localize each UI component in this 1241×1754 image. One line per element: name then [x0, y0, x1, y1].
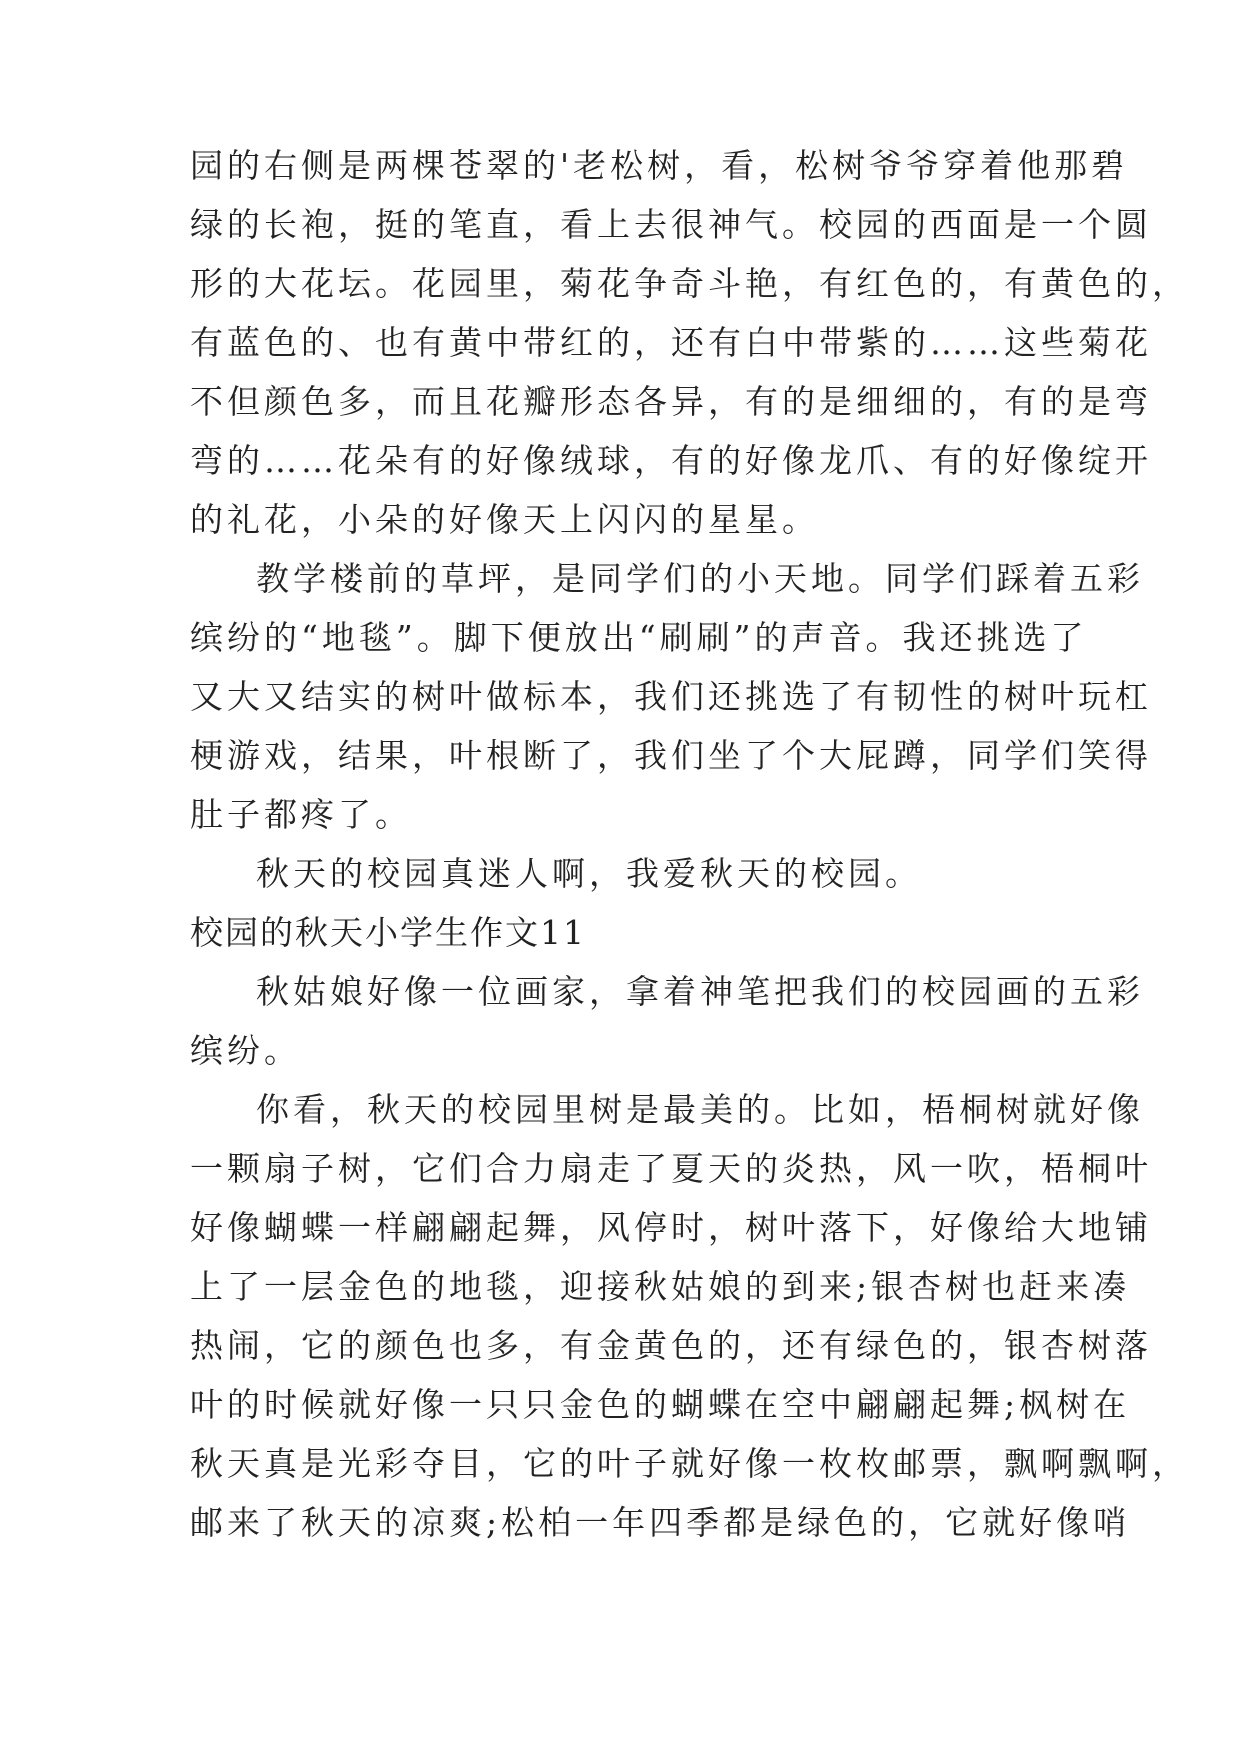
text-line: 缤纷。: [190, 1031, 301, 1070]
text-line: 好像蝴蝶一样翩翩起舞，风停时，树叶落下，好像给大地铺: [190, 1208, 1152, 1247]
text-line: 秋姑娘好像一位画家，拿着神笔把我们的校园画的五彩: [256, 972, 1144, 1011]
text-line: 叶的时候就好像一只只金色的蝴蝶在空中翩翩起舞;枫树在: [190, 1385, 1131, 1424]
text-line: 的礼花，小朵的好像天上闪闪的星星。: [190, 500, 819, 539]
text-line: 弯的……花朵有的好像绒球，有的好像龙爪、有的好像绽开: [190, 441, 1152, 480]
text-line: 肚子都疼了。: [190, 795, 412, 834]
text-line: 上了一层金色的地毯，迎接秋姑娘的到来;银杏树也赶来凑: [190, 1267, 1131, 1306]
section-heading: 校园的秋天小学生作文11: [190, 913, 586, 952]
text-line: 绿的长袍，挺的笔直，看上去很神气。校园的西面是一个圆: [190, 205, 1152, 244]
text-line: 形的大花坛。花园里，菊花争奇斗艳，有红色的，有黄色的，: [190, 264, 1189, 303]
text-line: 你看，秋天的校园里树是最美的。比如，梧桐树就好像: [256, 1090, 1144, 1129]
text-line: 梗游戏，结果，叶根断了，我们坐了个大屁蹲，同学们笑得: [190, 736, 1152, 775]
text-line: 缤纷的“地毯”。脚下便放出“刷刷”的声音。我还挑选了: [190, 618, 1088, 657]
text-line: 一颗扇子树，它们合力扇走了夏天的炎热，风一吹，梧桐叶: [190, 1149, 1152, 1188]
text-line: 邮来了秋天的凉爽;松柏一年四季都是绿色的，它就好像哨: [190, 1503, 1131, 1542]
text-line: 又大又结实的树叶做标本，我们还挑选了有韧性的树叶玩杠: [190, 677, 1152, 716]
essay-text: [190, 136, 1189, 1552]
text-line: 秋天的校园真迷人啊，我爱秋天的校园。: [256, 854, 922, 893]
text-line: 有蓝色的、也有黄中带红的，还有白中带紫的……这些菊花: [190, 323, 1152, 362]
text-line: 教学楼前的草坪，是同学们的小天地。同学们踩着五彩: [256, 559, 1144, 598]
text-line: 园的右侧是两棵苍翠的'老松树，看，松树爷爷穿着他那碧: [190, 146, 1129, 185]
text-line: 不但颜色多，而且花瓣形态各异，有的是细细的，有的是弯: [190, 382, 1152, 421]
text-line: 热闹，它的颜色也多，有金黄色的，还有绿色的，银杏树落: [190, 1326, 1152, 1365]
text-line: 秋天真是光彩夺目，它的叶子就好像一枚枚邮票，飘啊飘啊，: [190, 1444, 1189, 1483]
